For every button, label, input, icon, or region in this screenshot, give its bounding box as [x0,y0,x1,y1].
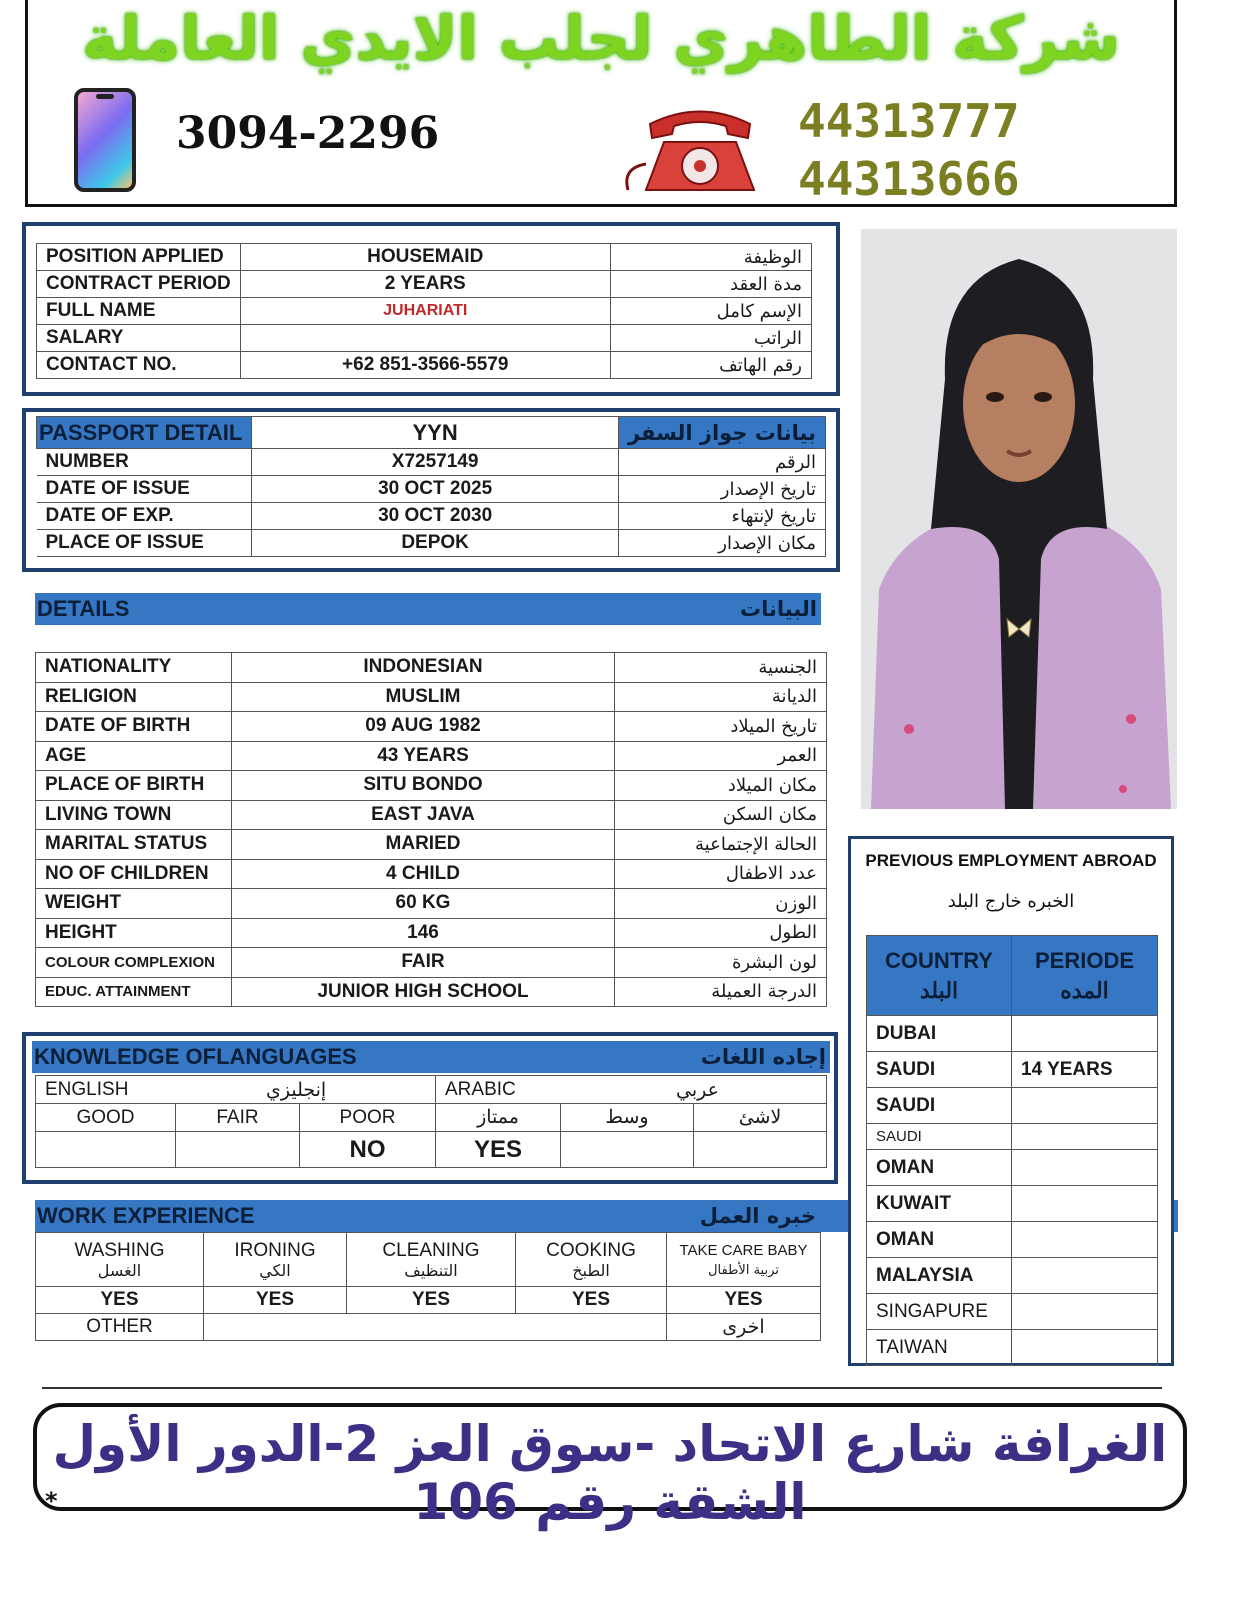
position-row [37,244,812,271]
passport-label-ar: مكان الإصدار [618,530,825,557]
landline-2: 44313666 [798,152,1020,206]
work-title-ar: خبره العمل [699,1204,816,1228]
previous-row [867,1330,1158,1366]
details-title: DETAILS [37,596,130,621]
details-row [36,830,827,860]
address-box [33,1403,1187,1531]
other-label-ar: اخرى [667,1314,821,1341]
col-country-ar: البلد [919,977,959,1003]
details-row [36,712,827,742]
details-label: COLOUR COMPLEXION [36,948,232,978]
skill-value: YES [347,1287,516,1314]
previous-country: SAUDI [867,1088,1012,1124]
details-label: LIVING TOWN [36,800,232,830]
other-label: OTHER [36,1314,204,1341]
passport-value: DEPOK [252,530,619,557]
previous-period [1012,1222,1158,1258]
skill-name-ar: التنظيف [404,1260,458,1280]
previous-row [867,1052,1158,1088]
english-label: ENGLISH [45,1078,129,1100]
skill-header [347,1233,516,1287]
passport-row [37,476,826,503]
details-value: INDONESIAN [232,653,615,683]
details-row [36,771,827,801]
previous-employment-block [848,836,1174,1366]
previous-period [1012,1124,1158,1150]
previous-period [1012,1294,1158,1330]
previous-title: PREVIOUS EMPLOYMENT ABROAD [865,851,1157,870]
skill-name: IRONING [234,1239,316,1261]
answer-poor: NO [300,1132,436,1168]
details-label-ar: لون البشرة [615,948,827,978]
skill-name-ar: تربية الأطفال [708,1262,779,1278]
arabic-cell [436,1076,827,1104]
position-label-ar: الراتب [610,325,811,352]
position-label-ar: الإسم كامل [610,298,811,325]
previous-country: KUWAIT [867,1186,1012,1222]
details-label: HEIGHT [36,918,232,948]
details-value: 09 AUG 1982 [232,712,615,742]
position-row [37,271,812,298]
previous-row [867,1186,1158,1222]
work-title: WORK EXPERIENCE [37,1203,255,1228]
skill-name: TAKE CARE BABY [679,1241,808,1259]
details-label: EDUC. ATTAINMENT [36,977,232,1007]
passport-value: 30 OCT 2025 [252,476,619,503]
answer-good [36,1132,176,1168]
position-value: 2 YEARS [240,271,610,298]
level-none-ar: لاشئ [694,1104,827,1132]
details-label: AGE [36,741,232,771]
passport-value: X7257149 [252,449,619,476]
company-name: شركة الطاهري لجلب الايدي العاملة [82,4,1120,74]
details-header [35,593,821,625]
answer-fair [176,1132,300,1168]
details-value: 60 KG [232,889,615,919]
passport-title: PASSPORT DETAIL [37,417,252,449]
details-label-ar: مكان السكن [615,800,827,830]
skill-header [516,1233,667,1287]
passport-title-ar: بيانات جواز السفر [618,417,825,449]
level-fair: FAIR [176,1104,300,1132]
skill-name: CLEANING [382,1239,480,1261]
answer-none [694,1132,827,1168]
passport-label: DATE OF ISSUE [37,476,252,503]
level-excellent-ar: ممتاز [436,1104,561,1132]
previous-row [867,1124,1158,1150]
skill-header [204,1233,347,1287]
position-label: FULL NAME [37,298,241,325]
passport-row [37,449,826,476]
details-row [36,889,827,919]
details-label-ar: الحالة الإجتماعية [615,830,827,860]
details-label-ar: عدد الاطفال [615,859,827,889]
position-block [22,222,840,396]
details-row [36,800,827,830]
languages-header [32,1041,830,1073]
details-value: SITU BONDO [232,771,615,801]
languages-table [35,1075,827,1168]
position-label: CONTACT NO. [37,352,241,379]
answer-excellent: YES [436,1132,561,1168]
previous-country: MALAYSIA [867,1258,1012,1294]
details-value: MUSLIM [232,682,615,712]
position-table [36,243,812,379]
details-table [35,652,827,1007]
details-label-ar: مكان الميلاد [615,771,827,801]
previous-row [867,1088,1158,1124]
landline-numbers [798,92,1020,208]
skill-name: COOKING [546,1239,636,1261]
previous-country: SAUDI [867,1052,1012,1088]
details-label: WEIGHT [36,889,232,919]
skill-name-ar: الكي [259,1260,291,1280]
languages-title-ar: إجاده اللغات [700,1045,826,1069]
other-value [204,1314,667,1341]
passport-block [22,408,840,572]
col-country-en: COUNTRY [885,947,993,973]
previous-row [867,1222,1158,1258]
col-period-en: PERIODE [1034,947,1135,973]
details-row [36,653,827,683]
previous-table [866,935,1158,1366]
details-label-ar: تاريخ الميلاد [615,712,827,742]
position-label-ar: مدة العقد [610,271,811,298]
details-value: JUNIOR HIGH SCHOOL [232,977,615,1007]
previous-row [867,1258,1158,1294]
details-label-ar: الطول [615,918,827,948]
position-label-ar: الوظيفة [610,244,811,271]
previous-row [867,1016,1158,1052]
telephone-icon [620,104,780,194]
position-label: SALARY [37,325,241,352]
divider-line [42,1387,1162,1389]
previous-country: SAUDI [867,1124,1012,1150]
position-value [240,325,610,352]
skill-value: YES [204,1287,347,1314]
skill-value: YES [36,1287,204,1314]
level-poor: POOR [300,1104,436,1132]
previous-period [1012,1186,1158,1222]
previous-period [1012,1150,1158,1186]
details-label: NATIONALITY [36,653,232,683]
previous-period [1012,1258,1158,1294]
mobile-phone-icon [74,88,136,192]
details-row [36,918,827,948]
details-row [36,977,827,1007]
passport-label: PLACE OF ISSUE [37,530,252,557]
skill-name: WASHING [74,1239,165,1261]
mobile-number: 3094-2296 [176,108,440,159]
details-value: EAST JAVA [232,800,615,830]
landline-1: 44313777 [798,94,1020,148]
previous-period [1012,1330,1158,1366]
skill-header [36,1233,204,1287]
passport-label: DATE OF EXP. [37,503,252,530]
position-label-ar: رقم الهاتف [610,352,811,379]
previous-country: OMAN [867,1150,1012,1186]
passport-label-ar: تاريخ الإصدار [618,476,825,503]
previous-country: DUBAI [867,1016,1012,1052]
passport-label: NUMBER [37,449,252,476]
previous-row [867,1294,1158,1330]
col-period [1012,936,1158,1016]
position-value: HOUSEMAID [240,244,610,271]
level-good: GOOD [36,1104,176,1132]
details-label-ar: الجنسية [615,653,827,683]
answer-medium [561,1132,694,1168]
position-row [37,352,812,379]
previous-period [1012,1016,1158,1052]
candidate-photo [861,229,1177,809]
header [25,0,1177,207]
details-label: RELIGION [36,682,232,712]
english-cell [36,1076,436,1104]
passport-value: 30 OCT 2030 [252,503,619,530]
details-label: MARITAL STATUS [36,830,232,860]
portrait-image [861,229,1177,809]
work-table [35,1232,821,1341]
previous-country: OMAN [867,1222,1012,1258]
previous-title-ar: الخبره خارج البلد [947,891,1075,912]
details-label: PLACE OF BIRTH [36,771,232,801]
details-label-ar: العمر [615,741,827,771]
skill-header [667,1233,821,1287]
passport-table [36,416,826,557]
details-row [36,682,827,712]
details-row [36,741,827,771]
footer-mark: * [45,1487,58,1515]
position-row [37,298,812,325]
skill-value: YES [667,1287,821,1314]
details-value: FAIR [232,948,615,978]
position-label: POSITION APPLIED [37,244,241,271]
previous-country: TAIWAN [867,1330,1012,1366]
details-value: 146 [232,918,615,948]
previous-row [867,1150,1158,1186]
arabic-label: ARABIC [445,1078,516,1100]
details-label-ar: الدرجة العميلة [615,977,827,1007]
position-row [37,325,812,352]
col-period-ar: المده [1060,977,1109,1003]
address-text: الغرافة شارع الاتحاد -سوق العز 2-الدور الأول الشقة رقم 106 [52,1415,1168,1531]
passport-row [37,503,826,530]
previous-period: 14 YEARS [1012,1052,1158,1088]
previous-country: SINGAPURE [867,1294,1012,1330]
position-label: CONTRACT PERIOD [37,271,241,298]
previous-period [1012,1088,1158,1124]
details-value: 43 YEARS [232,741,615,771]
level-medium-ar: وسط [561,1104,694,1132]
details-label-ar: الوزن [615,889,827,919]
details-title-ar: البيانات [740,597,817,621]
details-row [36,948,827,978]
col-country [867,936,1012,1016]
skill-name-ar: الطبخ [572,1260,610,1280]
position-value: +62 851-3566-5579 [240,352,610,379]
passport-label-ar: الرقم [618,449,825,476]
position-value: JUHARIATI [240,298,610,325]
details-value: 4 CHILD [232,859,615,889]
details-row [36,859,827,889]
details-label-ar: الديانة [615,682,827,712]
english-label-ar: إنجليزي [266,1079,327,1101]
details-value: MARIED [232,830,615,860]
passport-code: YYN [252,417,619,449]
arabic-label-ar: عربي [676,1079,719,1101]
passport-row [37,530,826,557]
details-label: NO OF CHILDREN [36,859,232,889]
skill-value: YES [516,1287,667,1314]
skill-name-ar: الغسل [97,1260,142,1280]
languages-title: KNOWLEDGE OFLANGUAGES [34,1044,357,1069]
details-label: DATE OF BIRTH [36,712,232,742]
passport-label-ar: تاريخ لإنتهاء [618,503,825,530]
